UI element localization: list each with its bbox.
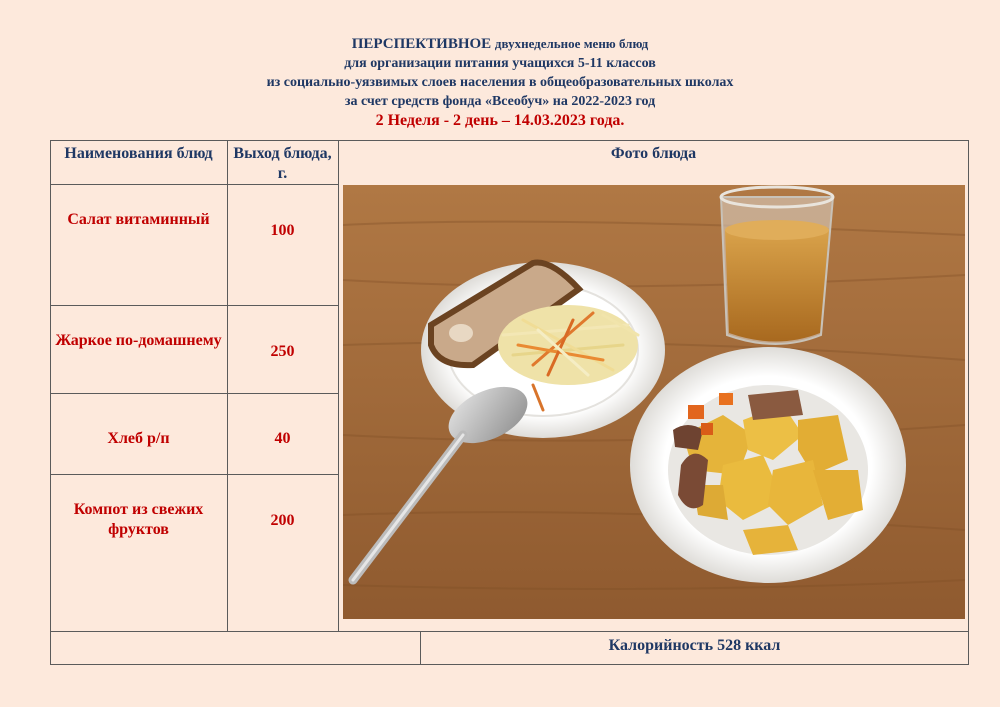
dish-name: Хлеб р/п	[107, 430, 170, 447]
header-line-1-rest: двухнедельное меню блюд	[494, 36, 649, 51]
header-line-1-bold: ПЕРСПЕКТИВНОЕ	[351, 36, 492, 52]
dish-yield: 250	[270, 343, 295, 360]
dish-photo	[343, 185, 965, 619]
header-line-2: для организации питания учащихся 5-11 классов	[344, 56, 656, 71]
column-header-photo: Фото блюда	[610, 145, 697, 162]
column-header-name: Наименования блюд	[64, 145, 213, 162]
calories-total: Калорийность 528 ккал	[608, 637, 781, 654]
header-line-3: из социально-уязвимых слоев населения в общеобразовательных школах	[266, 75, 734, 90]
dish-yield: 40	[274, 430, 291, 447]
header-subtitle: 2 Неделя - 2 день – 14.03.2023 года.	[375, 112, 625, 129]
compote-glass	[721, 187, 833, 344]
header-line-1	[0, 34, 1000, 54]
dish-name: Жаркое по-домашнему	[55, 332, 222, 349]
column-header-yield: Выход блюда, г.	[233, 145, 332, 182]
dish-name: Компот из свежих фруктов	[73, 501, 204, 538]
dish-yield: 200	[270, 512, 295, 529]
header-line-4: за счет средств фонда «Всеобуч» на 2022-2023 год	[344, 94, 656, 109]
dish-yield: 100	[270, 222, 295, 239]
stew-bowl	[630, 347, 906, 583]
dish-photo-illustration	[343, 185, 965, 619]
dish-name: Салат витаминный	[67, 211, 210, 228]
page-header	[0, 34, 1000, 131]
